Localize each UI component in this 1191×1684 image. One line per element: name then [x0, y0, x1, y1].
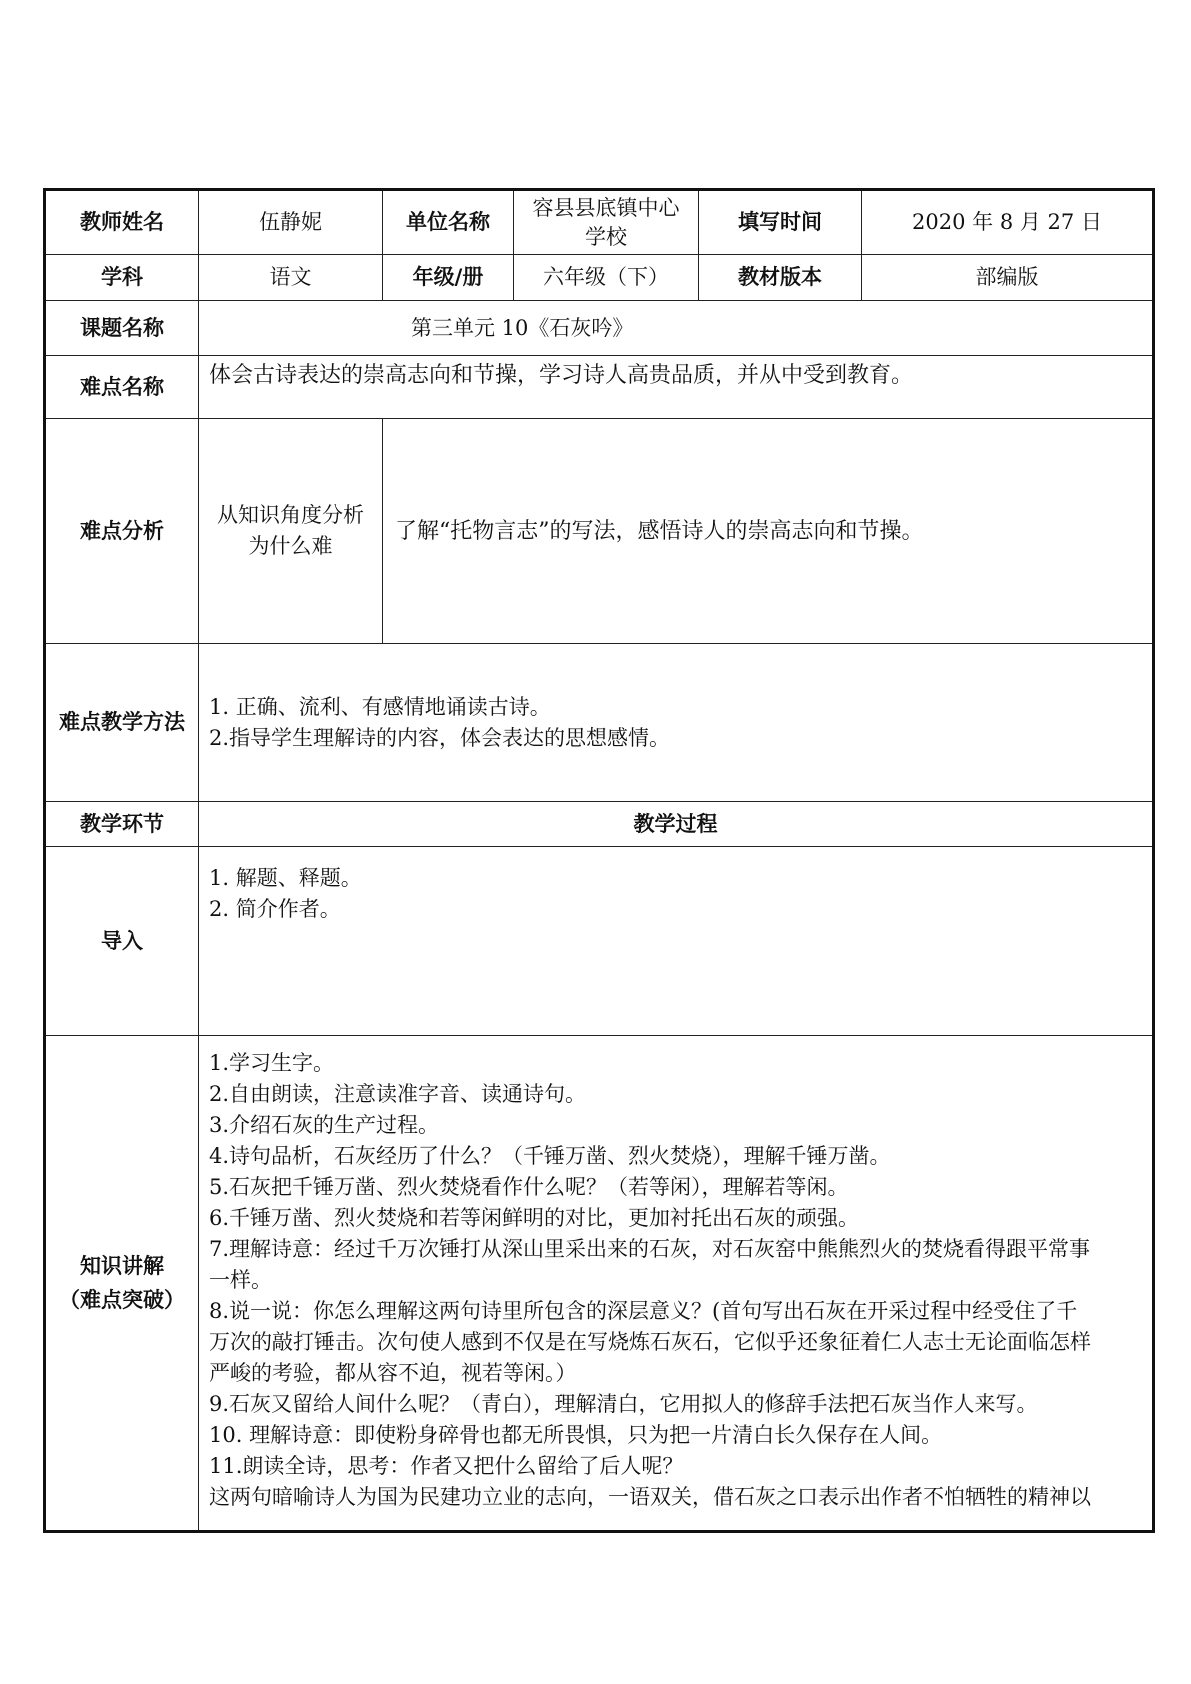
intro-list — [199, 847, 1154, 1036]
intro-item: 1. 解题、释题。 — [209, 866, 362, 890]
process-header: 教学过程 — [199, 802, 1154, 847]
analysis-label: 难点分析 — [45, 419, 199, 644]
knowledge-line: 7.理解诗意：经过千万次锤打从深山里采出来的石灰，对石灰窑中熊熊烈火的焚烧看得跟平常事 — [209, 1237, 1091, 1261]
date-label: 填写时间 — [699, 190, 862, 255]
grade-label: 年级/册 — [383, 255, 514, 301]
analysis-sublabel — [199, 419, 383, 644]
method-list — [199, 644, 1154, 802]
method-item: 2.指导学生理解诗的内容，体会表达的思想感情。 — [209, 725, 671, 750]
difficulty-label: 难点名称 — [45, 356, 199, 419]
unit-value-line2: 学校 — [585, 224, 627, 249]
analysis-sublabel-line2: 为什么难 — [248, 534, 333, 558]
knowledge-line: 1.学习生字。 — [209, 1051, 335, 1075]
row-method — [45, 644, 1154, 802]
date-value: 2020 年 8 月 27 日 — [862, 190, 1154, 255]
knowledge-line: 这两句暗喻诗人为国为民建功立业的志向，一语双关，借石灰之口表示出作者不怕牺牲的精神以 — [209, 1485, 1091, 1509]
topic-text: 第三单元 10《石灰吟》 — [411, 315, 634, 340]
row-difficulty — [45, 356, 1154, 419]
method-label: 难点教学方法 — [45, 644, 199, 802]
subject-value: 语文 — [199, 255, 383, 301]
topic-label: 课题名称 — [45, 301, 199, 356]
analysis-sublabel-line1: 从知识角度分析 — [217, 503, 364, 527]
intro-label: 导入 — [45, 847, 199, 1036]
analysis-value: 了解“托物言志”的写法，感悟诗人的崇高志向和节操。 — [383, 419, 1154, 644]
knowledge-line: 9.石灰又留给人间什么呢？（青白），理解清白，它用拟人的修辞手法把石灰当作人来写。 — [209, 1392, 1038, 1416]
edition-value: 部编版 — [862, 255, 1154, 301]
unit-label: 单位名称 — [383, 190, 514, 255]
knowledge-line: 严峻的考验，都从容不迫，视若等闲。） — [209, 1361, 577, 1385]
method-item: 1. 正确、流利、有感情地诵读古诗。 — [209, 694, 551, 719]
unit-value-line1: 容县县底镇中心 — [532, 195, 680, 220]
edition-label: 教材版本 — [699, 255, 862, 301]
knowledge-line: 3.介绍石灰的生产过程。 — [209, 1113, 440, 1137]
knowledge-label-line2: （难点突破） — [59, 1288, 185, 1312]
row-intro — [45, 847, 1154, 1036]
knowledge-line: 4.诗句品析，石灰经历了什么？（千锤万凿、烈火焚烧），理解千锤万凿。 — [209, 1144, 891, 1168]
knowledge-line: 8.说一说：你怎么理解这两句诗里所包含的深层意义？(首句写出石灰在开采过程中经受住了千 — [209, 1299, 1078, 1323]
row-knowledge — [45, 1036, 1154, 1532]
knowledge-line: 6.千锤万凿、烈火焚烧和若等闲鲜明的对比，更加衬托出石灰的顽强。 — [209, 1206, 860, 1230]
topic-value — [199, 301, 1154, 356]
row-process-header — [45, 802, 1154, 847]
row-subject — [45, 255, 1154, 301]
row-analysis — [45, 419, 1154, 644]
teacher-value: 伍静妮 — [199, 190, 383, 255]
grade-value: 六年级（下） — [514, 255, 699, 301]
knowledge-label — [45, 1036, 199, 1532]
unit-value — [514, 190, 699, 255]
knowledge-line: 万次的敲打锤击。次句使人感到不仅是在写烧炼石灰石，它似乎还象征着仁人志士无论面临怎样 — [209, 1330, 1091, 1354]
row-topic — [45, 301, 1154, 356]
knowledge-line: 11.朗读全诗，思考：作者又把什么留给了后人呢？ — [209, 1454, 684, 1478]
lesson-plan-table — [43, 188, 1155, 1533]
knowledge-line: 10. 理解诗意：即使粉身碎骨也都无所畏惧，只为把一片清白长久保存在人间。 — [209, 1423, 943, 1447]
knowledge-label-line1: 知识讲解 — [80, 1254, 164, 1278]
subject-label: 学科 — [45, 255, 199, 301]
knowledge-line: 一样。 — [209, 1268, 272, 1292]
row-teacher — [45, 190, 1154, 255]
knowledge-line: 2.自由朗读，注意读准字音、读通诗句。 — [209, 1082, 587, 1106]
difficulty-value: 体会古诗表达的崇高志向和节操，学习诗人高贵品质，并从中受到教育。 — [199, 356, 1154, 419]
intro-item: 2. 简介作者。 — [209, 897, 341, 921]
knowledge-line: 5.石灰把千锤万凿、烈火焚烧看作什么呢？（若等闲），理解若等闲。 — [209, 1175, 849, 1199]
teacher-label: 教师姓名 — [45, 190, 199, 255]
knowledge-list — [199, 1036, 1154, 1532]
stage-header: 教学环节 — [45, 802, 199, 847]
